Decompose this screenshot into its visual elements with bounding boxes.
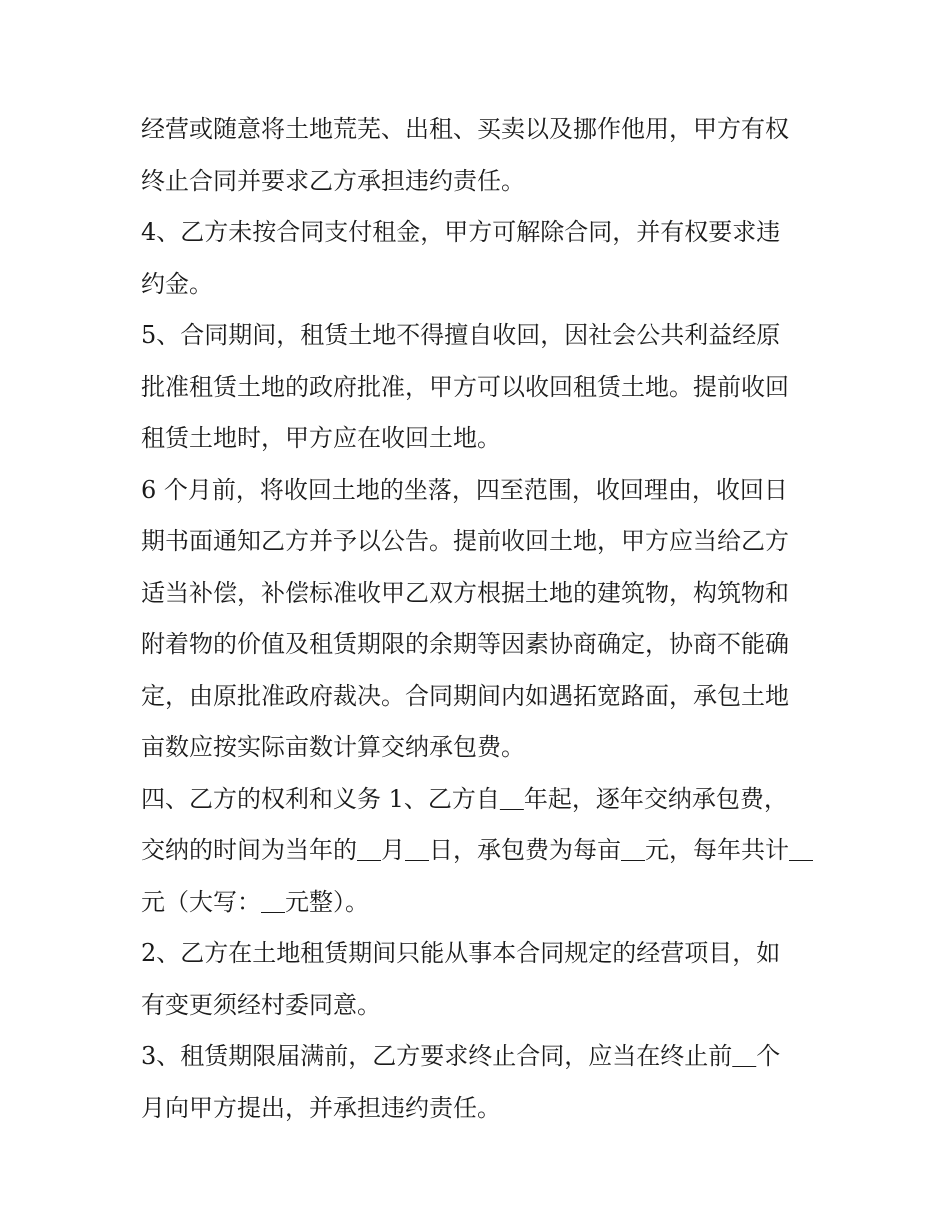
text-line: 批准租赁土地的政府批准，甲方可以收回租赁土地。提前收回 (141, 372, 789, 401)
text-line: 经营或随意将土地荒芜、出租、买卖以及挪作他用，甲方有权 (141, 115, 789, 143)
text-line: 3、租赁期限届满前，乙方要求终止合同，应当在终止前＿个 (141, 1042, 781, 1070)
text-line: 租赁土地时，甲方应在收回土地。 (141, 424, 501, 452)
text-line: 定，由原批准政府裁决。合同期间内如遇拓宽路面，承包土地 (141, 681, 789, 710)
text-line: 交纳的时间为当年的＿月＿日，承包费为每亩＿元，每年共计＿ (141, 836, 813, 864)
contract-body-text (141, 104, 831, 1134)
text-line: 2、乙方在土地租赁期间只能从事本合同规定的经营项目，如 (141, 939, 781, 967)
text-line: 有变更须经村委同意。 (141, 990, 381, 1019)
text-line: 亩数应按实际亩数计算交纳承包费。 (141, 733, 525, 761)
text-line: 期书面通知乙方并予以公告。提前收回土地，甲方应当给乙方 (141, 527, 789, 555)
text-line: 约金。 (141, 269, 213, 298)
text-line: 5、合同期间，租赁土地不得擅自收回，因社会公共利益经原 (141, 321, 781, 349)
text-line: 4、乙方未按合同支付租金，甲方可解除合同，并有权要求违 (141, 218, 781, 246)
text-line: 四、乙方的权利和义务 1、乙方自＿年起，逐年交纳承包费， (141, 784, 788, 813)
text-line: 附着物的价值及租赁期限的余期等因素协商确定，协商不能确 (141, 630, 789, 658)
text-line: 月向甲方提出，并承担违约责任。 (141, 1093, 501, 1122)
text-line: 元（大写：＿元整）。 (141, 887, 369, 916)
text-line: 6 个月前，将收回土地的坐落，四至范围，收回理由，收回日 (141, 475, 788, 504)
text-line: 终止合同并要求乙方承担违约责任。 (141, 166, 525, 195)
text-line: 适当补偿，补偿标准收甲乙双方根据土地的建筑物，构筑物和 (141, 578, 789, 607)
